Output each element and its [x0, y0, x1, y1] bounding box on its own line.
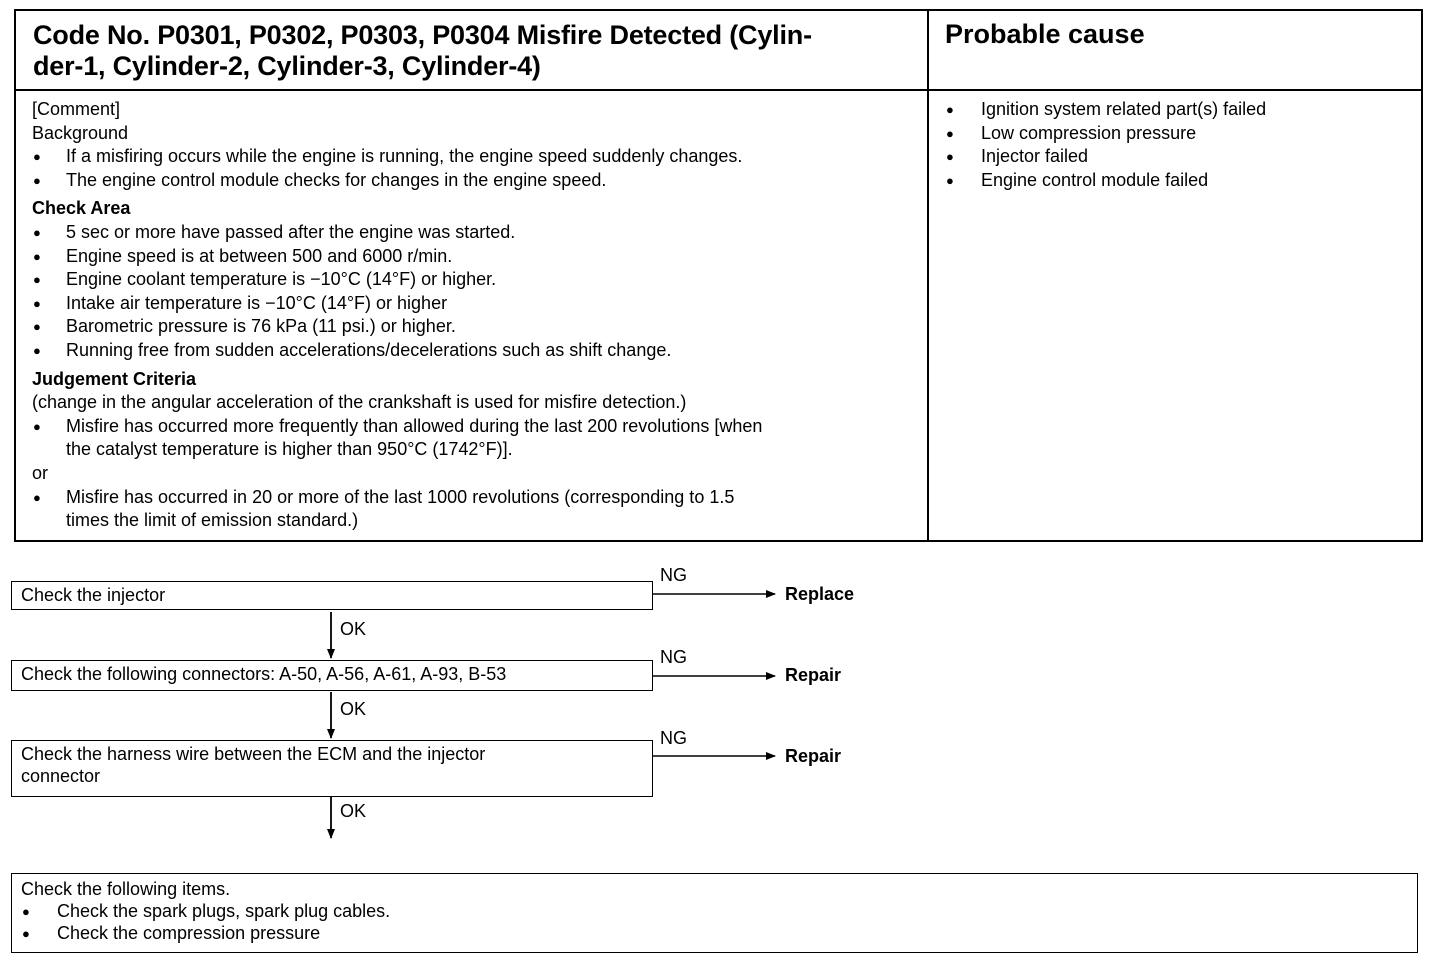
probable-cause-item: ● Ignition system related part(s) failed	[945, 98, 1266, 122]
comment-label: [Comment]	[32, 99, 121, 119]
judgement-item-2-line-1: ● Misfire has occurred in 20 or more of the last 1000 revolutions (corresponding to 1.5	[66, 486, 735, 507]
probable-cause-item: ● Injector failed	[945, 145, 1266, 169]
flow-step-harness	[11, 740, 653, 797]
flow-step-text-line-1: Check the harness wire between the ECM and the injector	[21, 744, 486, 764]
ng-label: NG	[660, 647, 687, 667]
judgement-intro: (change in the angular acceleration of the crankshaft is used for misfire detection.)	[32, 392, 687, 413]
result-replace: Replace	[785, 584, 855, 604]
ok-label: OK	[340, 619, 367, 639]
ng-label: NG	[660, 728, 687, 748]
flow-final-check	[11, 873, 1418, 953]
probable-cause-item: ● Engine control module failed	[945, 169, 1266, 193]
final-item: ● Check the spark plugs, spark plug cables.	[21, 900, 1408, 922]
check-area-heading: Check Area	[32, 198, 131, 219]
result-repair: Repair	[785, 746, 842, 766]
check-area-item: ● Engine speed is at between 500 and 6000 r/min.	[32, 245, 912, 269]
code-title-line-1: Code No. P0301, P0302, P0303, P0304 Misfire Detected (Cylin-	[33, 20, 812, 50]
judgement-item-1-line-1: ● Misfire has occurred more frequently than allowed during the last 200 revolutions [when	[66, 415, 763, 436]
ng-label: NG	[660, 565, 687, 585]
check-area-item: ● Intake air temperature is −10°C (14°F) or higher	[32, 292, 912, 316]
code-title-line-2: der-1, Cylinder-2, Cylinder-3, Cylinder-4)	[33, 51, 541, 81]
check-area-item: ● 5 sec or more have passed after the engine was started.	[32, 221, 912, 245]
judgement-heading: Judgement Criteria	[32, 368, 197, 389]
probable-cause-heading: Probable cause	[945, 19, 1145, 49]
check-area-item: ● Running free from sudden accelerations/decelerations such as shift change.	[32, 339, 912, 363]
flow-step-text: Check the injector	[21, 585, 166, 605]
final-item: ● Check the compression pressure	[21, 922, 1408, 944]
check-area-item: ● Engine coolant temperature is −10°C (14°F) or higher.	[32, 268, 912, 292]
flow-step-text: Check the following connectors: A-50, A-56, A-61, A-93, B-53	[21, 664, 507, 684]
flow-step-text-line-2: connector	[21, 766, 101, 786]
background-item: ● If a misfiring occurs while the engine is running, the engine speed suddenly changes.	[32, 145, 912, 169]
judgement-item-1-line-2: the catalyst temperature is higher than 950°C (1742°F)].	[66, 439, 513, 460]
probable-cause-item: ● Low compression pressure	[945, 122, 1266, 146]
flow-step-connectors	[11, 660, 653, 691]
judgement-item-2-line-2: times the limit of emission standard.)	[66, 510, 359, 531]
ok-label: OK	[340, 801, 367, 821]
flow-step-injector	[11, 581, 653, 610]
background-item: ● The engine control module checks for changes in the engine speed.	[32, 169, 912, 193]
background-heading: Background	[32, 122, 129, 143]
result-repair: Repair	[785, 665, 842, 685]
or-text: or	[32, 462, 49, 483]
ok-label: OK	[340, 699, 367, 719]
final-heading: Check the following items.	[21, 879, 231, 899]
check-area-item: ● Barometric pressure is 76 kPa (11 psi.) or higher.	[32, 315, 912, 339]
